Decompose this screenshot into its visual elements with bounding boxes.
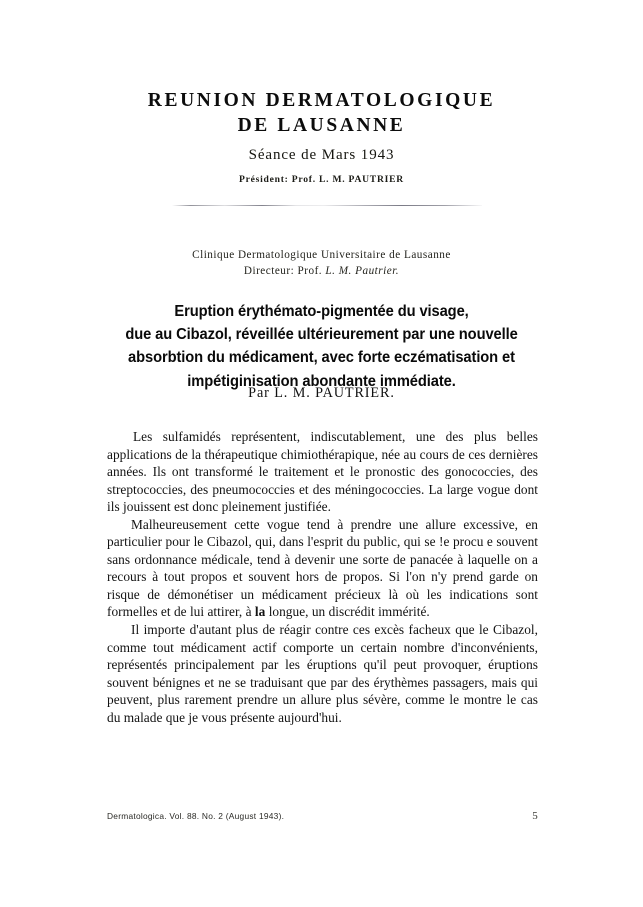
meeting-title-line-1: REUNION DERMATOLOGIQUE [147, 90, 496, 111]
article-title [39, 300, 603, 393]
article-body [107, 428, 538, 726]
director-prefix: Directeur: Prof. [243, 265, 326, 277]
paragraph-2-emphasis: la [254, 604, 266, 620]
paragraph-2-part-a: Malheureusement cette vogue tend à prendre une allure excessive, en particulier pour le Cibazol, qui, dans l'esprit du public, qui se !e procu e souvent sans ordonnance médicale, tend à devenir une sorte de panacée à laquelle on a recours à tout propos et souvent hors de propos. Si l'on n'y prend garde on risque de démonétiser un médicament précieux là où les indications sont formelles et de lui attirer, à [107, 516, 538, 620]
session-date: Séance de Mars 1943 [248, 147, 395, 163]
president-line: Président: Prof. L. M. PAUTRIER [239, 174, 404, 185]
body-paragraph-1: Les sulfamidés représentent, indiscutablement, une des plus belles applications de la thérapeutique chimiothérapique, née au cours de ces dernières années. Ils ont transformé le traitement et le pronostic des gonococcies, des streptococcies, des pneumococcies et des méningococcies. La large vogue dont ils jouissent est donc pleinement justifiée. [107, 429, 538, 515]
meeting-title-line-2: DE LAUSANNE [237, 115, 406, 136]
meeting-title [0, 88, 643, 138]
article-title-line-3: absorbtion du médicament, avec forte eczématisation et [128, 349, 515, 367]
clinic-attribution [0, 247, 643, 279]
body-paragraph-2 [107, 516, 538, 621]
footer-citation: Dermatologica. Vol. 88. No. 2 (August 1943). [107, 811, 285, 821]
page-footer [107, 810, 538, 822]
clinic-director [0, 263, 643, 279]
clinic-institution: Clinique Dermatologique Universitaire de Lausanne [192, 249, 451, 261]
director-name: L. M. Pautrier. [325, 265, 400, 277]
paragraph-2-part-b: longue, un discrédit immérité. [265, 604, 430, 620]
page-number: 5 [532, 810, 538, 822]
body-paragraph-3: Il importe d'autant plus de réagir contre ces excès facheux que le Cibazol, comme tout médicament actif comporte un certain nombre d'inconvénients, représentés principalement par les éruptions qu'il peut provoquer, éruptions souvent bénignes et ne se traduisant que par des érythèmes passagers, mais qui peuvent, plus rarement prendre un allure plus sévère, comme le montre le cas du malade que je vous présente aujourd'hui. [107, 622, 538, 725]
masthead [0, 88, 643, 185]
article-byline: Par L. M. PAUTRIER. [248, 385, 395, 401]
article-title-line-2: due au Cibazol, réveillée ultérieurement par une nouvelle [125, 326, 518, 344]
article-title-line-1: Eruption érythémato-pigmentée du visage, [174, 303, 469, 320]
article-title-line-4: impétiginisation abondante immédiate. [187, 372, 456, 390]
header-divider-rule [172, 205, 482, 206]
